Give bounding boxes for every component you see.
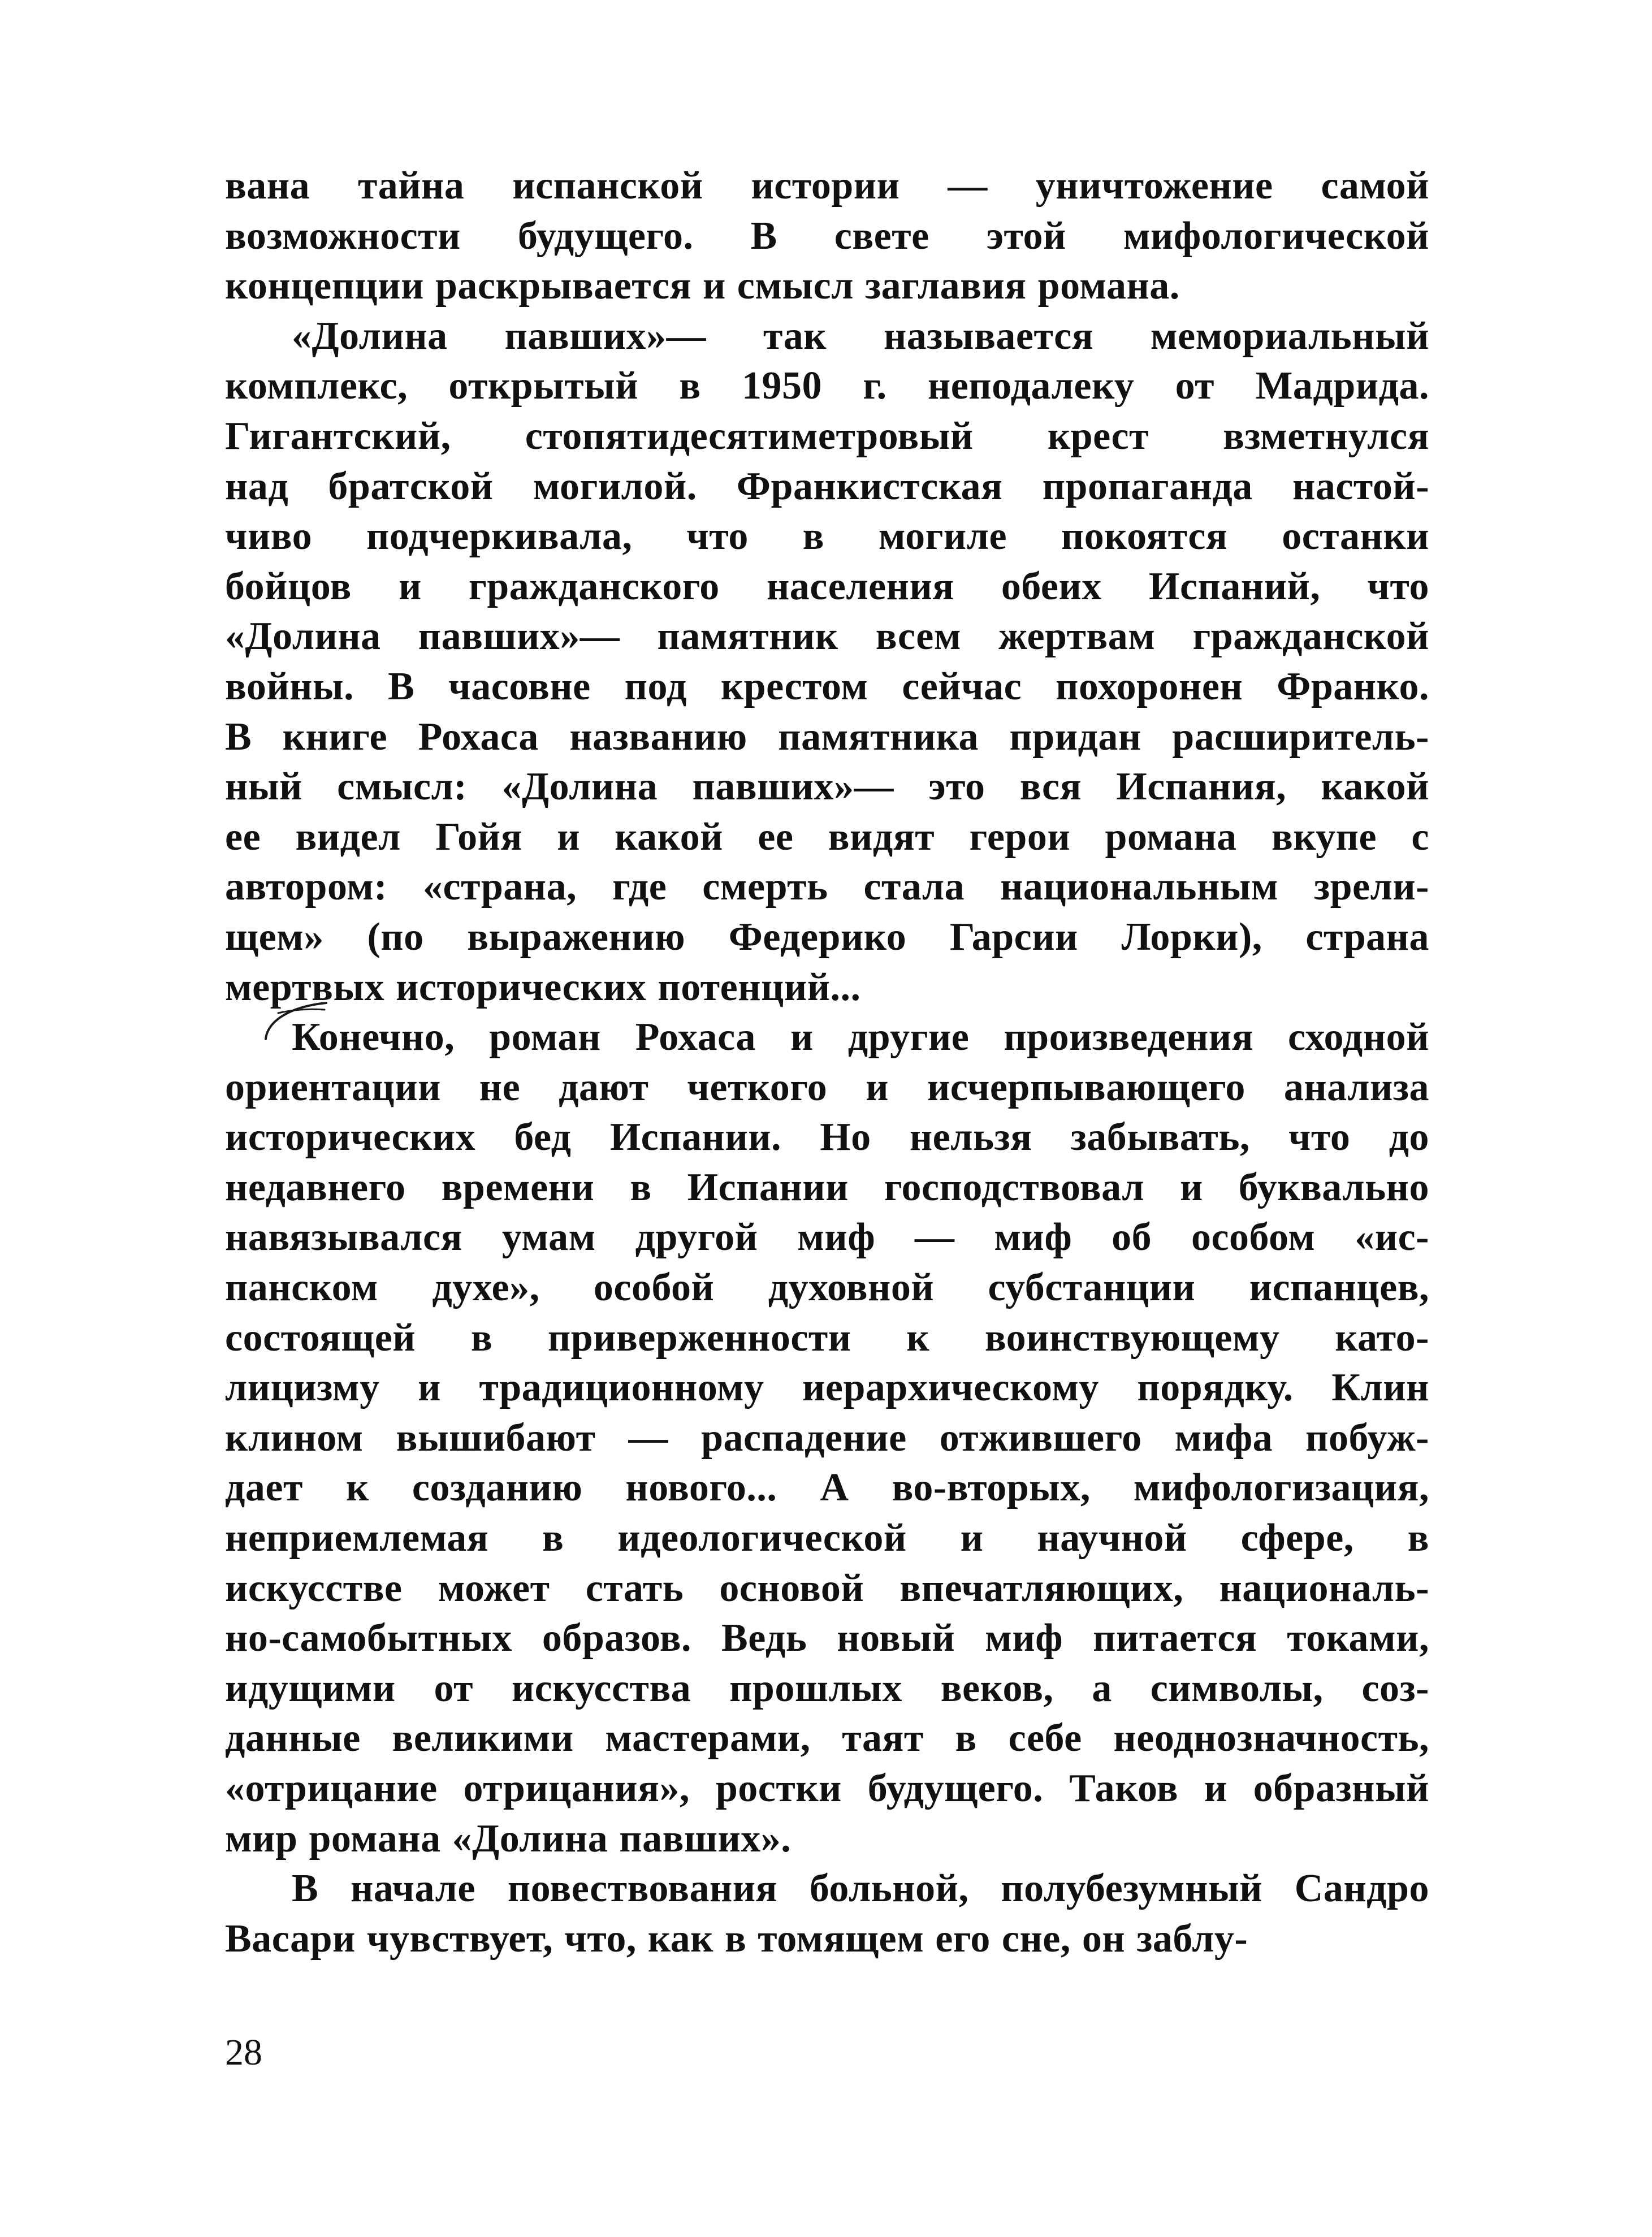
- text-line: В начале повествования больной, полубезумный Сандро: [292, 1867, 1429, 1911]
- text-line: клином вышибают — распадение отжившего мифа побуж-: [225, 1416, 1429, 1460]
- text-line: недавнего времени в Испании господствовал и буквально: [225, 1165, 1429, 1209]
- text-line: Гигантский, стопятидесятиметровый крест взметнулся: [225, 414, 1429, 458]
- text-line: данные великими мастерами, таят в себе неоднозначность,: [225, 1716, 1429, 1760]
- page-number: 28: [225, 2032, 262, 2073]
- text-line: бойцов и гражданского населения обеих Испаний, что: [225, 564, 1429, 608]
- paragraph: [225, 311, 1429, 1013]
- text-line: мертвых исторических потенций...: [225, 965, 861, 1009]
- text-line: мир романа «Долина павших».: [225, 1816, 792, 1860]
- text-line: щем» (по выражению Федерико Гарсии Лорки), страна: [225, 915, 1429, 959]
- text-line: возможности будущего. В свете этой мифологической: [225, 214, 1429, 258]
- text-line: «отрицание отрицания», ростки будущего. Таков и образный: [225, 1767, 1429, 1810]
- text-line: ный смысл: «Долина павших»— это вся Испания, какой: [225, 765, 1429, 809]
- text-line: ориентации не дают четкого и исчерпывающего анализа: [225, 1065, 1429, 1109]
- text-line: дает к созданию нового... А во-вторых, мифологизация,: [225, 1466, 1429, 1510]
- text-line: чиво подчеркивала, что в могиле покоятся останки: [225, 514, 1429, 559]
- text-line: концепции раскрывается и смысл заглавия романа.: [225, 264, 1180, 308]
- text-line: состоящей в приверженности к воинствующему като-: [225, 1316, 1429, 1360]
- text-line: «Долина павших»— так называется мемориальный: [292, 314, 1429, 358]
- text-line: над братской могилой. Франкистская пропаганда настой-: [225, 464, 1429, 508]
- paragraph: [225, 161, 1429, 311]
- text-line: неприемлемая в идеологической и научной сфере, в: [225, 1516, 1429, 1560]
- paragraph: [225, 1864, 1429, 1964]
- text-line: войны. В часовне под крестом сейчас похоронен Франко.: [225, 664, 1429, 708]
- text-line: Васари чувствует, что, как в томящем его сне, он заблу-: [225, 1916, 1248, 1961]
- text-line: лицизму и традиционному иерархическому порядку. Клин: [225, 1366, 1429, 1410]
- text-line: автором: «страна, где смерть стала национальным зрели-: [225, 865, 1429, 909]
- text-line: В книге Рохаса названию памятника придан расширитель-: [225, 715, 1429, 759]
- paragraph: [225, 1013, 1429, 1864]
- text-line: искусстве может стать основой впечатляющих, националь-: [225, 1566, 1429, 1610]
- text-line: идущими от искусства прошлых веков, а символы, соз-: [225, 1666, 1429, 1710]
- text-line: вана тайна испанской истории — уничтожение самой: [225, 164, 1429, 207]
- text-line: комплекс, открытый в 1950 г. неподалеку от Мадрида.: [225, 364, 1429, 408]
- text-line: навязывался умам другой миф — миф об особом «ис-: [225, 1215, 1429, 1260]
- text-line: Конечно, роман Рохаса и другие произведения сходной: [292, 1015, 1429, 1059]
- body-text: [225, 161, 1429, 1964]
- text-line: исторических бед Испании. Но нельзя забывать, что до: [225, 1115, 1429, 1159]
- text-line: «Долина павших»— памятник всем жертвам гражданской: [225, 615, 1429, 659]
- text-line: но-самобытных образов. Ведь новый миф питается токами,: [225, 1616, 1429, 1660]
- text-line: панском духе», особой духовной субстанции испанцев,: [225, 1266, 1429, 1310]
- text-line: ее видел Гойя и какой ее видят герои романа вкупе с: [225, 815, 1429, 859]
